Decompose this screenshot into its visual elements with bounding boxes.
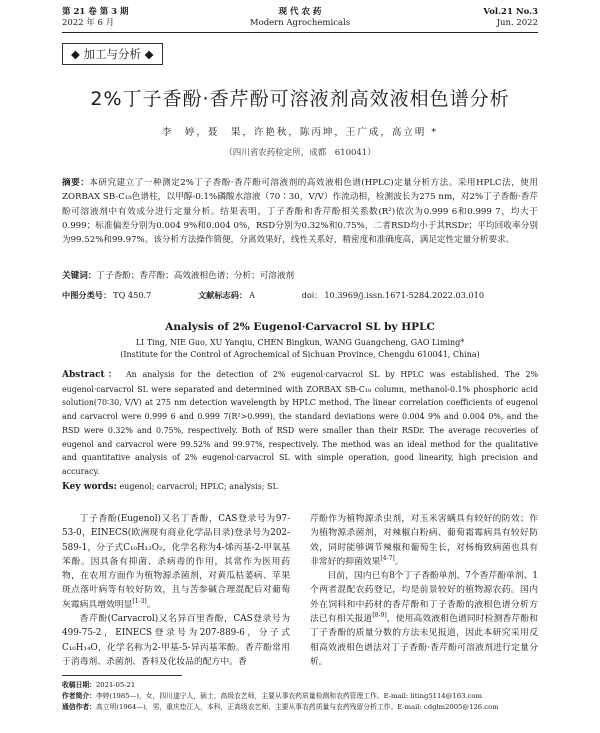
affiliation-en: (Institute for the Control of Agrochemical of Sichuan Province, Chengdu 610041, China) bbox=[120, 350, 480, 359]
authors-en: LI Ting, NIE Guo, XU Yanqiu, CHEN Bingkun, WANG Guangcheng, GAO Liming* bbox=[135, 338, 465, 347]
received-label: 收稿日期： bbox=[62, 681, 96, 689]
abstract-cn-text: 本研究建立了一种测定2%丁子香酚·香芹酚可溶液剂的高效液相色谱(HPLC)定量分析方法。采用HPLC法，使用ZORBAX SB-C₁₈色谱柱，以甲醇-0.1%磷酸水溶液（70∶30，V/V）作流动相，检测波长为275 nm，对2%丁子香酚·香芹酚可溶液剂中有效成分进行定量分析。结果表明，丁子香酚和香芹酚相关系数(R²)依次为0.999 6和0.999 7，均大于0.999；标准偏差分别为0.004 9%和0.004 0%，RSD分别为0.32%和0.75%，二者RSD均小于其RSDr；平均回收率分别为99.52%和99.97%。该分析方法操作简便，分离效果好，线性关系好，精密度和准确度高，满足定性定量分析要求。 bbox=[62, 178, 538, 246]
corresponding-label: 通信作者： bbox=[62, 703, 96, 711]
keywords-cn bbox=[62, 270, 538, 283]
running-header bbox=[62, 6, 538, 33]
footnote bbox=[62, 680, 538, 713]
keywords-en-text: eugenol; carvacrol; HPLC; analysis; SL bbox=[119, 482, 278, 491]
section-tag: ◆ 加工与分析 ◆ bbox=[62, 43, 163, 65]
body-column-left bbox=[62, 512, 290, 669]
affiliation-cn: （四川省农药检定所，成都 610041） bbox=[224, 148, 376, 158]
body-paragraph: 丁子香酚(Eugenol)又名丁香酚，CAS登录号为97-53-0，EINECS(欧洲现有商业化学品目录)登录号为202-589-1，分子式C₁₀H₁₂O₂，化学名称为4-烯丙基-2-甲氧基苯酚。因具备有抑菌、杀病毒的作用，其常作为医用药物，在农用方面作为植物源杀菌剂，对黄瓜枯萎病、苹果斑点落叶病等有较好防效，且与苦参碱合理混配后对葡萄灰霉病具增效明显[1-3]。 bbox=[62, 514, 290, 610]
issue-date-en: Jun. 2022 bbox=[496, 18, 538, 28]
paper-title-en: Analysis of 2% Eugenol·Carvacrol SL by HPLC bbox=[165, 321, 435, 333]
clc-label: 中图分类号： bbox=[62, 290, 112, 300]
abstract-cn-label: 摘要： bbox=[62, 178, 90, 188]
abstract-en bbox=[62, 368, 538, 479]
doc-code: A bbox=[249, 290, 256, 300]
doi-label: doi： bbox=[301, 290, 323, 300]
abstract-en-text: An analysis for the detection of 2% eugenol·carvacrol SL by HPLC was established. The 2% eugenol·carvacrol SL were separated and determined with ZORBAX SB-C₁₈ column, methanol-0.1% phosphoric acid solution(70∶30, V/V) at 275 nm detection wavelength by HPLC method. The linear correlation coefficients of eugenol and carvacrol were 0.999 6 and 0.999 7(R²>0.999), the standard deviations were 0.004 9% and 0.004 0%, and the RSD were 0.32% and 0.75%, respectively. Both of RSD were smaller than their RSDr. The average recoveries of eugenol and carvacrol were 99.52% and 99.97%, respectively. The method was an ideal method for the qualitative and quantitative analysis of 2% eugenol·carvacrol SL with simple operation, good linearity, high precision and accuracy. bbox=[62, 370, 538, 476]
citation-ref[interactable]: [8-9] bbox=[372, 612, 387, 620]
author-bio: 李婷(1985—)，女，四川遂宁人，硕士，高级农艺师，主要从事农药质量检测和农药管理工作。E-mail: liting5114@163.com bbox=[95, 692, 482, 700]
body-paragraph: 目前，国内已有8个丁子香酚单剂、7个香芹酚单剂、1个两者混配农药登记，均是前景较好的植物源农药。国内外在饲料和中药材的香芹酚和丁子香酚的液相色谱分析方法已有相关报道[8-9]，使用高效液相色谱同时检测香芹酚和丁子香酚的质量分数的方法未见报道，因此本研究采用反相高效液相色谱法对丁子香酚·香芹酚可溶液剂进行定量分析。 bbox=[310, 571, 538, 667]
issue-date-cn: 2022 年 6 月 bbox=[62, 18, 115, 28]
abstract-en-label: Abstract： bbox=[62, 370, 121, 380]
body-paragraph: 香芹酚(Carvacrol)又名异百里香酚，CAS登录号为499-75-2，EINECS登录号为207-889-6，分子式C₁₀H₁₄O，化学名称为2-甲基-5-异丙基苯酚。香芹酚常用于消毒剂、杀菌剂、香料及化妆品的配方中。香 bbox=[62, 614, 290, 667]
volume-issue-en: Vol.21 No.3 bbox=[483, 7, 538, 17]
keywords-cn-text: 丁子香酚；香芹酚；高效液相色谱；分析；可溶液剂 bbox=[96, 271, 295, 281]
corresponding-author: 高立明(1964—)，男，重庆垫江人，本科，正高级农艺师，主要从事农药质量与农药残留分析工作。E-mail: cdglm2005@126.com bbox=[95, 703, 499, 711]
keywords-cn-label: 关键词： bbox=[62, 271, 97, 281]
citation-ref[interactable]: [1-3] bbox=[132, 597, 147, 605]
paper-title-cn: 2%丁子香酚·香芹酚可溶液剂高效液相色谱分析 bbox=[90, 88, 510, 110]
abstract-cn bbox=[62, 176, 538, 247]
author-bio-label: 作者简介： bbox=[62, 692, 96, 700]
citation-ref[interactable]: [4-7] bbox=[380, 554, 395, 562]
keywords-en bbox=[62, 481, 538, 493]
received-date: 2021-05-21 bbox=[95, 681, 136, 689]
doi-link[interactable]: 10.3969/j.issn.1671-5284.2022.03.010 bbox=[324, 290, 485, 300]
doc-code-label: 文献标志码： bbox=[197, 290, 248, 300]
footnote-rule bbox=[62, 675, 182, 676]
journal-name-en: Modern Agrochemicals bbox=[249, 18, 351, 28]
journal-name-cn: 现 代 农 药 bbox=[278, 7, 322, 17]
authors-cn: 李 婷，聂 果，许艳秋，陈丙坤，王广成，高立明 * bbox=[161, 127, 439, 138]
body-column-right bbox=[310, 512, 538, 669]
volume-issue-cn: 第 21 卷 第 3 期 bbox=[62, 7, 129, 17]
keywords-en-label: Key words: bbox=[62, 482, 117, 492]
article-meta bbox=[62, 289, 538, 301]
clc-number: TQ 450.7 bbox=[113, 290, 152, 300]
body-paragraph: 芹酚作为植物源杀虫剂，对玉米害螨具有较好的防效；作为植物源杀菌剂，对辣椒白粉病、葡萄霜霉病具有较好防效，同时能够调节辣椒和葡萄生长，对杨梅致病菌也具有非常好的抑菌效果[4-7]。 bbox=[310, 514, 538, 567]
